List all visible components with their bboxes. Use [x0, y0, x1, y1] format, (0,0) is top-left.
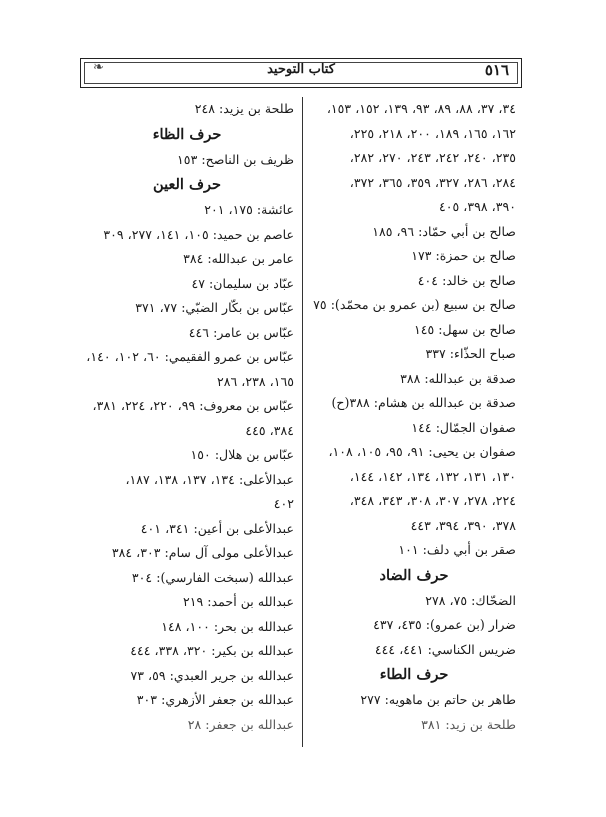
- ornament-icon: ❧: [93, 60, 104, 75]
- index-entry: الضحّاك: ٧٥، ٢٧٨: [425, 592, 516, 608]
- running-header: [80, 58, 522, 88]
- index-entry: ظريف بن الناصح: ١٥٣: [177, 151, 294, 167]
- index-entry: صالح بن حمزة: ١٧٣: [411, 248, 516, 263]
- index-entry: ١٦٢، ١٦٥، ١٨٩، ٢٠٠، ٢١٨، ٢٢٥،: [349, 125, 516, 141]
- index-entry: عبّاد بن سليمان: ٤٧: [191, 275, 294, 291]
- book-title: كتاب التوحيد: [267, 62, 335, 77]
- index-entry: صفوان بن يحيى: ٩١، ٩٥، ١٠٥، ١٠٨،: [328, 444, 516, 459]
- index-entry: ١٦٥، ٢٣٨، ٢٨٦: [216, 373, 294, 389]
- index-entry: ١٣٠، ١٣١، ١٣٢، ١٣٤، ١٤٢، ١٤٤،: [349, 468, 516, 484]
- index-entry: صالح بن أبي حمّاد: ٩٦، ١٨٥: [372, 223, 516, 239]
- index-entry: عبدالله بن جعفر الأزهري: ٣٠٣: [136, 692, 294, 707]
- index-entry: ٤٠٢: [273, 496, 294, 511]
- index-entry: صباح الحذّاء: ٣٣٧: [425, 346, 516, 361]
- index-entry: صالح بن سبيع (بن عمرو بن محمّد): ٧٥: [313, 297, 516, 312]
- index-entry: عبّاس بن عامر: ٤٤٦: [188, 324, 294, 340]
- index-entry: عبّاس بن معروف: ٩٩، ٢٢٠، ٢٢٤، ٣٨١،: [92, 398, 294, 413]
- index-entry: عبدالله بن أحمد: ٢١٩: [183, 594, 294, 609]
- index-entry: عاصم بن حميد: ١٠٥، ١٤١، ٢٧٧، ٣٠٩: [103, 226, 294, 242]
- index-entry: عبدالله بن بكير: ٣٢٠، ٣٣٨، ٤٤٤: [130, 643, 294, 658]
- column-divider: [302, 97, 303, 747]
- index-entry: ٢٢٤، ٢٧٨، ٣٠٧، ٣٠٨، ٣٤٣، ٣٤٨،: [349, 493, 516, 508]
- index-entry: صدقة بن عبدالله بن هشام: ٣٨٨(ح): [331, 395, 516, 410]
- index-entry: عبّاس بن عمرو الفقيمي: ٦٠، ١٠٢، ١٤٠،: [86, 349, 294, 364]
- index-entry: صالح بن خالد: ٤٠٤: [417, 272, 516, 288]
- index-entry: عبدالله (سبخت الفارسي): ٣٠٤: [131, 569, 294, 585]
- index-entry: عبدالله بن بحر: ١٠٠، ١٤٨: [161, 618, 294, 634]
- index-entry: ٣٧٨، ٣٩٠، ٣٩٤، ٤٤٣: [410, 517, 516, 533]
- index-entry: عبدالأعلى: ١٣٤، ١٣٧، ١٣٨، ١٨٧،: [125, 471, 294, 487]
- index-column-left: [80, 97, 294, 737]
- index-entry: ٣٤، ٣٧، ٨٨، ٨٩، ٩٣، ١٣٩، ١٥٢، ١٥٣،: [326, 101, 516, 116]
- index-entry: عبدالله بن جعفر: ٢٨: [187, 716, 294, 732]
- letter-heading: حرف الظاء: [152, 125, 222, 143]
- index-entry: عبّاس بن هلال: ١٥٠: [190, 447, 294, 462]
- letter-heading: حرف العين: [153, 176, 221, 193]
- index-entry: طاهر بن حاتم بن ماهويه: ٢٧٧: [360, 692, 516, 707]
- index-entry: عبدالأعلى مولى آل سام: ٣٠٣، ٣٨٤: [111, 545, 294, 560]
- letter-heading: حرف الطاء: [379, 666, 449, 683]
- index-entry: ٢٣٥، ٢٤٠، ٢٤٢، ٢٤٣، ٢٧٠، ٢٨٢،: [349, 150, 516, 165]
- index-entry: طلحة بن زيد: ٣٨١: [421, 716, 516, 732]
- index-entry: ضرار (بن عمرو): ٤٣٥، ٤٣٧: [373, 617, 516, 632]
- index-entry: طلحة بن يزيد: ٢٤٨: [194, 101, 294, 116]
- index-entry: ٣٩٠، ٣٩٨، ٤٠٥: [438, 199, 516, 214]
- index-entry: صقر بن أبي دلف: ١٠١: [398, 542, 516, 557]
- index-entry: صفوان الجمّال: ١٤٤: [411, 419, 516, 435]
- index-entry: صالح بن سهل: ١٤٥: [413, 321, 516, 337]
- index-entry: عبدالله بن جرير العبدي: ٥٩، ٧٣: [130, 667, 294, 683]
- index-column-right: [312, 97, 516, 737]
- index-entry: ٢٨٤، ٢٨٦، ٣٢٧، ٣٥٩، ٣٦٥، ٣٧٢،: [349, 174, 516, 190]
- letter-heading: حرف الضاد: [379, 566, 449, 584]
- index-entry: عامر بن عبدالله: ٣٨٤: [183, 251, 294, 266]
- index-entry: عبدالأعلى بن أعين: ٣٤١، ٤٠١: [140, 520, 294, 536]
- index-entry: ضريس الكناسي: ٤٤١، ٤٤٤: [374, 641, 516, 657]
- index-entry: ٣٨٤، ٤٤٥: [245, 422, 294, 438]
- index-entry: صدقة بن عبدالله: ٣٨٨: [400, 370, 516, 386]
- index-entry: عبّاس بن بكّار الضبّي: ٧٧، ٣٧١: [135, 300, 294, 315]
- index-entry: عائشة: ١٧٥، ٢٠١: [204, 202, 294, 217]
- page-number: ٥١٦: [484, 61, 509, 79]
